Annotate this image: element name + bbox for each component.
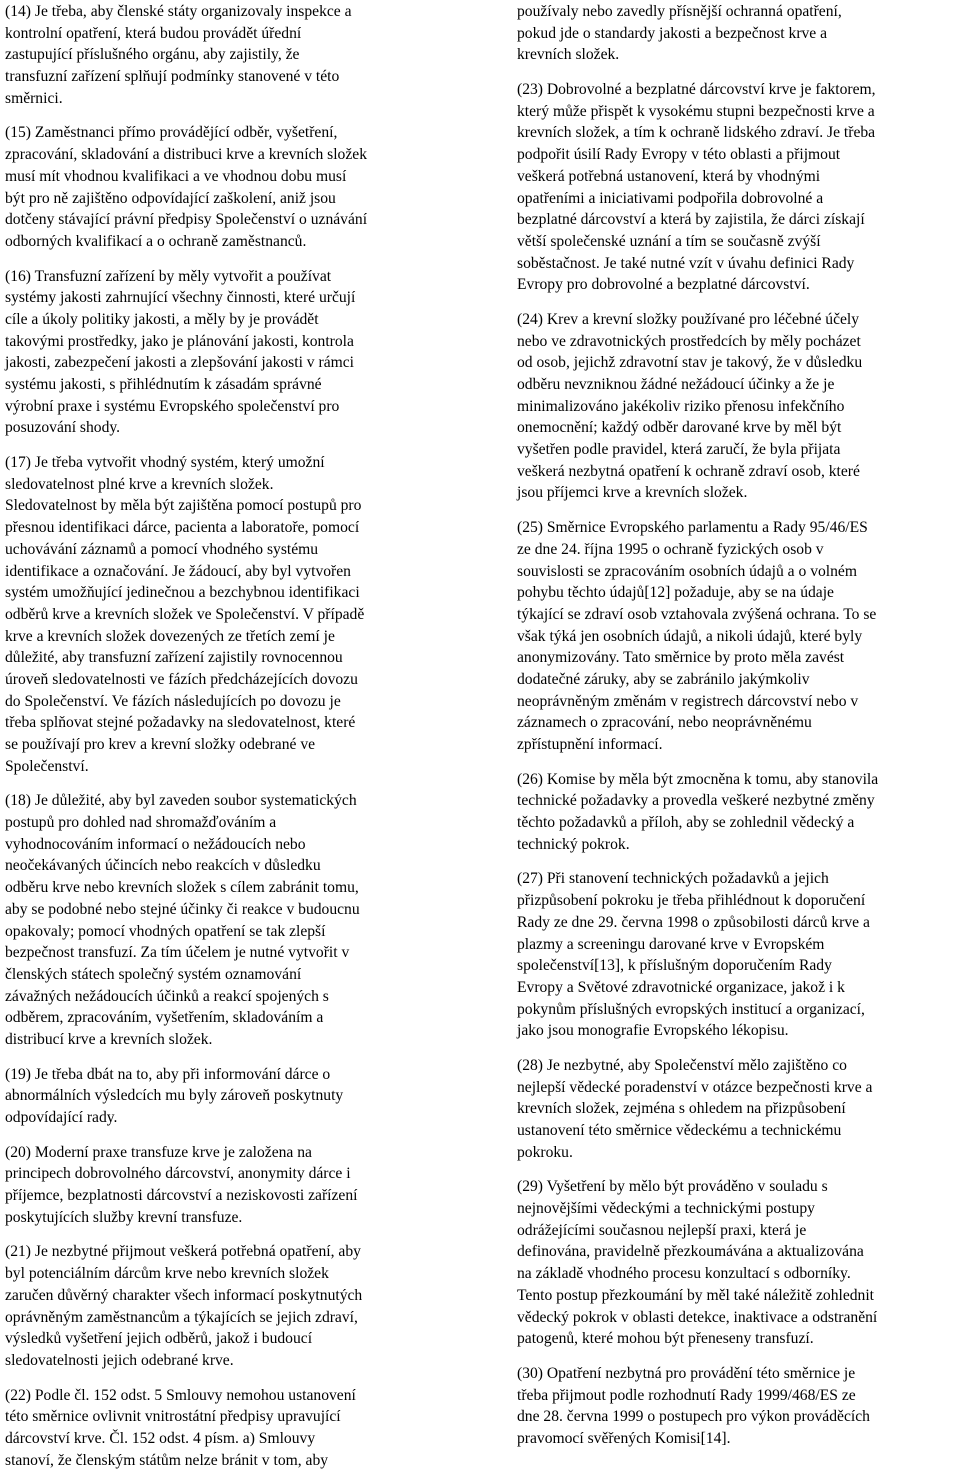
text-line: dodatečné záruky, aby se zabránilo jakýmkoliv bbox=[517, 670, 810, 688]
text-line: který může přispět k vysokému stupni bezpečnosti krve a bbox=[517, 102, 875, 120]
text-line: větší společenské uznání a tím se současně zvýší bbox=[517, 232, 821, 250]
text-line: krevních složek, zejména s ohledem na přizpůsobení bbox=[517, 1100, 846, 1118]
text-line: principech dobrovolného dárcovství, anonymity dárce i bbox=[5, 1165, 351, 1183]
text-line: těchto požadavků a příloh, aby se zohlednil vědecký a bbox=[517, 814, 855, 832]
text-line: neočekávaných účincích nebo reakcích v důsledku bbox=[5, 857, 321, 875]
text-line: transfuzní zařízení splňují podmínky stanovené v této bbox=[5, 68, 340, 86]
text-line: sledovatelnosti jejich odebrané krve. bbox=[5, 1351, 234, 1369]
paragraph bbox=[517, 1055, 957, 1163]
text-line: (22) Podle čl. 152 odst. 5 Smlouvy nemohou ustanovení bbox=[5, 1386, 356, 1404]
text-line: (15) Zaměstnanci přímo provádějící odběr, vyšetření, bbox=[5, 124, 338, 142]
text-line: bezplatné dárcovství a která by zajistila, že dárci získají bbox=[517, 211, 865, 229]
text-line: systému jakosti, s přihlédnutím k zásadám správné bbox=[5, 376, 322, 393]
paragraph bbox=[517, 517, 957, 756]
paragraph bbox=[5, 1385, 455, 1472]
text-line: technický pokrok. bbox=[517, 835, 630, 853]
right-column bbox=[517, 1, 957, 1450]
paragraph bbox=[5, 1064, 455, 1129]
text-line: společenství[13], k příslušným doporučením Rady bbox=[517, 957, 832, 975]
text-line: neoprávněným změnám v registrech dárcovství nebo v bbox=[517, 692, 859, 710]
paragraph-gap bbox=[517, 1163, 957, 1176]
text-line: (30) Opatření nezbytná pro provádění této směrnice je bbox=[517, 1364, 856, 1382]
text-line: od osob, jejichž zdravotní stav je takový, že v důsledku bbox=[517, 354, 863, 372]
text-line: přesnou identifikaci dárce, pacienta a laboratoře, pomocí bbox=[5, 519, 360, 537]
paragraph-gap bbox=[5, 1129, 455, 1142]
text-line: Evropy pro dobrovolné a bezplatné dárcovství. bbox=[517, 276, 810, 294]
paragraph-gap bbox=[5, 1372, 455, 1385]
text-line: odběru nevzniknou žádné nežádoucí účinky a že je bbox=[517, 376, 835, 393]
text-line: být pro ně zajištěno odpovídající zaškolení, aniž jsou bbox=[5, 189, 336, 207]
paragraph bbox=[517, 868, 957, 1042]
text-line: byl potenciálním dárcům krve nebo krevních složek bbox=[5, 1265, 329, 1283]
text-line: oprávněným zaměstnancům a týkajících se jejich zdraví, bbox=[5, 1308, 358, 1326]
text-line: takovými prostředky, jako je plánování jakosti, kontrola bbox=[5, 332, 354, 350]
text-line: používaly nebo zavedly přísnější ochranná opatření, bbox=[517, 3, 842, 20]
text-line: (27) Při stanovení technických požadavků a jejich bbox=[517, 870, 829, 888]
paragraph bbox=[5, 1142, 455, 1229]
text-line: definována, pravidelně přezkoumávána a aktualizována bbox=[517, 1243, 864, 1261]
paragraph bbox=[517, 1, 957, 66]
paragraph bbox=[517, 309, 957, 504]
text-line: příjemce, bezplatnosti dárcovství a neziskovosti zařízení bbox=[5, 1187, 358, 1205]
text-line: pravomocí svěřených Komisi[14]. bbox=[517, 1429, 731, 1447]
text-line: se používají pro krev a krevní složky odebrané ve bbox=[5, 736, 316, 753]
text-line: uchovávání záznamů a pomocí vhodného systému bbox=[5, 540, 319, 558]
text-line: výrobní praxe i systému Evropského společenství pro bbox=[5, 397, 340, 415]
text-line: onemocnění; každý odběr darované krve by měl být bbox=[517, 419, 842, 437]
text-line: záznamech o zpracování, nebo neoprávněnému bbox=[517, 714, 812, 732]
text-line: úroveň sledovatelnosti ve fázích předcházejících dovozu bbox=[5, 670, 358, 688]
text-line: (28) Je nezbytné, aby Společenství mělo zajištěno co bbox=[517, 1056, 847, 1074]
paragraph bbox=[517, 79, 957, 296]
text-line: ze dne 24. října 1995 o ochraně fyzických osob v bbox=[517, 540, 824, 558]
paragraph-gap bbox=[517, 756, 957, 769]
paragraph-gap bbox=[5, 439, 455, 452]
text-line: krevních složek. bbox=[517, 46, 620, 64]
text-line: anonymizovány. Tato směrnice by proto měla zavést bbox=[517, 649, 845, 667]
text-line: krve a krevních složek dovezených ze třetích zemí je bbox=[5, 627, 335, 645]
text-line: Společenství. bbox=[5, 757, 89, 775]
paragraph-gap bbox=[5, 253, 455, 266]
paragraph bbox=[5, 1241, 455, 1371]
text-line: opakovaly; pomocí vhodných opatření se tak zlepší bbox=[5, 922, 326, 940]
text-line: sledovatelnost plné krve a krevních složek. bbox=[5, 475, 274, 493]
text-line: směrnici. bbox=[5, 89, 63, 107]
text-line: odběrem, zpracováním, vyšetřením, skladováním a bbox=[5, 1009, 324, 1027]
text-line: soběstačnost. Je také nutné vzít v úvahu definici Rady bbox=[517, 254, 855, 272]
text-line: odborných kvalifikací a o ochraně zaměstnanců. bbox=[5, 232, 307, 250]
text-line: abnormálních výsledcích mu byly zároveň poskytnuty bbox=[5, 1087, 344, 1105]
text-line: odběru krve nebo krevních složek s cílem zabránit tomu, bbox=[5, 879, 359, 897]
text-line: nebo ve zdravotnických prostředcích by měly pocházet bbox=[517, 332, 861, 350]
text-line: (18) Je důležité, aby byl zaveden soubor systematických bbox=[5, 792, 357, 810]
text-line: nejlepší vědecké poradenství v otázce bezpečnosti krve a bbox=[517, 1078, 873, 1096]
paragraph-gap bbox=[5, 1228, 455, 1241]
text-line: identifikace a označování. Je žádoucí, aby byl vytvořen bbox=[5, 562, 351, 580]
paragraph-gap bbox=[517, 1042, 957, 1055]
text-line: musí mít vhodnou kvalifikaci a ve vhodnou dobu musí bbox=[5, 167, 347, 185]
text-line: posuzování shody. bbox=[5, 419, 121, 437]
text-line: nejnovějšími vědeckými a technickými postupy bbox=[517, 1200, 815, 1218]
text-line: aby se podobné nebo stejné účinky či reakce v budoucnu bbox=[5, 900, 360, 918]
text-line: opatřeními a iniciativami podpořila dobrovolné a bbox=[517, 189, 824, 207]
paragraph bbox=[517, 1363, 957, 1450]
text-line: pohybu těchto údajů[12] požaduje, aby se na údaje bbox=[517, 584, 834, 602]
text-line: přizpůsobení pokroku je třeba přihlédnout k doporučení bbox=[517, 892, 866, 910]
text-line: krevních složek, a tím k ochraně lidského zdraví. Je třeba bbox=[517, 124, 876, 142]
paragraph-gap bbox=[5, 109, 455, 122]
paragraph-gap bbox=[5, 777, 455, 790]
text-line: zpracování, skladování a distribuci krve a krevních složek bbox=[5, 146, 367, 164]
paragraph-gap bbox=[517, 296, 957, 309]
text-line: minimalizováno jakékoliv riziko přenosu infekčního bbox=[517, 397, 845, 415]
text-line: ustanovení této směrnice vědeckému a technickému bbox=[517, 1122, 842, 1139]
paragraph-gap bbox=[517, 1350, 957, 1363]
text-line: výsledků vyšetření jejich odběrů, jakož i budoucí bbox=[5, 1330, 313, 1348]
text-line: (26) Komise by měla být zmocněna k tomu, aby stanovila bbox=[517, 770, 879, 788]
text-line: (17) Je třeba vytvořit vhodný systém, který umožní bbox=[5, 454, 325, 472]
text-line: třeba přijmout podle rozhodnutí Rady 1999/468/ES ze bbox=[517, 1386, 856, 1404]
text-line: členských státech společný systém oznamování bbox=[5, 965, 302, 983]
text-line: týkající se zdraví osob vztahovala zvýšená ochrana. To se bbox=[517, 605, 877, 623]
text-line: zaručen důvěrný charakter všech informací poskytnutých bbox=[5, 1286, 363, 1304]
text-line: poskytujících služby krevní transfuze. bbox=[5, 1208, 243, 1226]
text-line: souvislosti se zpracováním osobních údajů a o volném bbox=[517, 562, 857, 580]
paragraph bbox=[517, 769, 957, 856]
text-line: pokynům příslušných evropských institucí a organizací, bbox=[517, 1000, 865, 1018]
paragraph bbox=[5, 266, 455, 440]
text-line: (14) Je třeba, aby členské státy organizovaly inspekce a bbox=[5, 3, 352, 20]
text-line: (29) Vyšetření by mělo být prováděno v souladu s bbox=[517, 1178, 828, 1196]
text-line: zastupující příslušného orgánu, aby zajistily, že bbox=[5, 46, 300, 64]
text-line: jsou příjemci krve a krevních složek. bbox=[517, 484, 748, 502]
text-line: (21) Je nezbytné přijmout veškerá potřebná opatření, aby bbox=[5, 1243, 361, 1261]
text-line: dne 28. června 1999 o postupech pro výkon prováděcích bbox=[517, 1408, 870, 1426]
text-line: do Společenství. Ve fázích následujících po dovozu je bbox=[5, 692, 341, 710]
text-line: odpovídající rady. bbox=[5, 1109, 118, 1126]
text-line: jako jsou monografie Evropského lékopisu. bbox=[517, 1022, 789, 1040]
text-line: vyhodnocováním informací o nežádoucích nebo bbox=[5, 835, 306, 853]
paragraph-gap bbox=[5, 1051, 455, 1064]
text-line: však týká jen osobních údajů, a nikoli údajů, které byly bbox=[517, 627, 863, 645]
text-line: distribucí krve a krevních složek. bbox=[5, 1030, 213, 1048]
text-line: jakosti, zabezpečení jakosti a zlepšování jakosti v rámci bbox=[5, 354, 355, 372]
text-line: Evropy a Světové zdravotnické organizace, jakož i k bbox=[517, 978, 845, 996]
text-line: vědecký pokrok v oblasti detekce, inaktivace a odstranění bbox=[517, 1308, 878, 1326]
text-line: podpořit úsilí Rady Evropy v této oblasti a přijmout bbox=[517, 146, 841, 164]
text-line: postupů pro dohled nad shromažďováním a bbox=[5, 814, 277, 832]
text-line: Tento postup přezkoumání by měl také náležitě zohlednit bbox=[517, 1286, 875, 1304]
text-line: dárcovství krve. Čl. 152 odst. 4 písm. a) Smlouvy bbox=[5, 1429, 316, 1447]
text-line: na základě vhodného procesu konzultací s odborníky. bbox=[517, 1265, 851, 1283]
text-line: dotčeny stávající právní předpisy Společenství o uznávání bbox=[5, 211, 368, 229]
text-line: vyšetřen podle pravidel, která zaručí, že byla přijata bbox=[517, 441, 841, 459]
paragraph-gap bbox=[517, 855, 957, 868]
text-line: závažných nežádoucích účinků a reakcí spojených s bbox=[5, 987, 329, 1005]
paragraph bbox=[5, 122, 455, 252]
text-line: zpřístupnění informací. bbox=[517, 736, 663, 753]
text-line: (16) Transfuzní zařízení by měly vytvořit a používat bbox=[5, 267, 332, 285]
paragraph bbox=[5, 790, 455, 1050]
paragraph bbox=[5, 1, 455, 109]
text-line: stanoví, že členským státům nelze bránit v tom, aby bbox=[5, 1451, 329, 1469]
text-line: důležité, aby transfuzní zařízení zajistily rovnocennou bbox=[5, 649, 343, 667]
text-line: veškerá potřebná ustanovení, která by vhodnými bbox=[517, 167, 821, 185]
text-line: (23) Dobrovolné a bezplatné dárcovství krve je faktorem, bbox=[517, 81, 876, 99]
text-line: systémy jakosti zahrnující všechny činnosti, které určují bbox=[5, 289, 356, 307]
text-line: cíle a úkoly politiky jakosti, a měly by je provádět bbox=[5, 310, 319, 328]
left-column bbox=[5, 1, 455, 1471]
text-line: technické požadavky a provedla veškeré nezbytné změny bbox=[517, 792, 875, 810]
paragraph-gap bbox=[517, 504, 957, 517]
text-line: (25) Směrnice Evropského parlamentu a Rady 95/46/ES bbox=[517, 519, 868, 537]
text-line: této směrnice ovlivnit vnitrostátní předpisy upravující bbox=[5, 1408, 341, 1426]
paragraph-gap bbox=[517, 66, 957, 79]
text-line: veškerá nezbytná opatření k ochraně zdraví osob, které bbox=[517, 462, 860, 480]
text-line: patogenů, které mohou být přeneseny transfuzí. bbox=[517, 1330, 814, 1348]
text-line: pokroku. bbox=[517, 1143, 573, 1161]
text-line: Sledovatelnost by měla být zajištěna pomocí postupů pro bbox=[5, 497, 362, 515]
paragraph bbox=[517, 1176, 957, 1350]
text-line: Rady ze dne 29. června 1998 o způsobilosti dárců krve a bbox=[517, 913, 870, 931]
text-line: (20) Moderní praxe transfuze krve je založena na bbox=[5, 1143, 312, 1161]
text-line: kontrolní opatření, která budou provádět úřední bbox=[5, 24, 302, 42]
text-line: (19) Je třeba dbát na to, aby při informování dárce o bbox=[5, 1065, 331, 1083]
text-line: plazmy a screeningu darované krve v Evropském bbox=[517, 935, 825, 953]
text-line: odrážejícími současnou nejlepší praxi, která je bbox=[517, 1221, 807, 1239]
text-line: systém umožňující jedinečnou a bezchybnou identifikaci bbox=[5, 584, 360, 602]
paragraph bbox=[5, 452, 455, 777]
text-line: třeba splňovat stejné požadavky na sledovatelnost, které bbox=[5, 714, 356, 732]
text-line: pokud jde o standardy jakosti a bezpečnost krve a bbox=[517, 24, 828, 42]
text-line: bezpečnost transfuzí. Za tím účelem je nutné vytvořit v bbox=[5, 944, 350, 962]
text-line: odběrů krve a krevních složek ve Společenství. V případě bbox=[5, 605, 365, 623]
text-line: (24) Krev a krevní složky používané pro léčebné účely bbox=[517, 310, 860, 328]
